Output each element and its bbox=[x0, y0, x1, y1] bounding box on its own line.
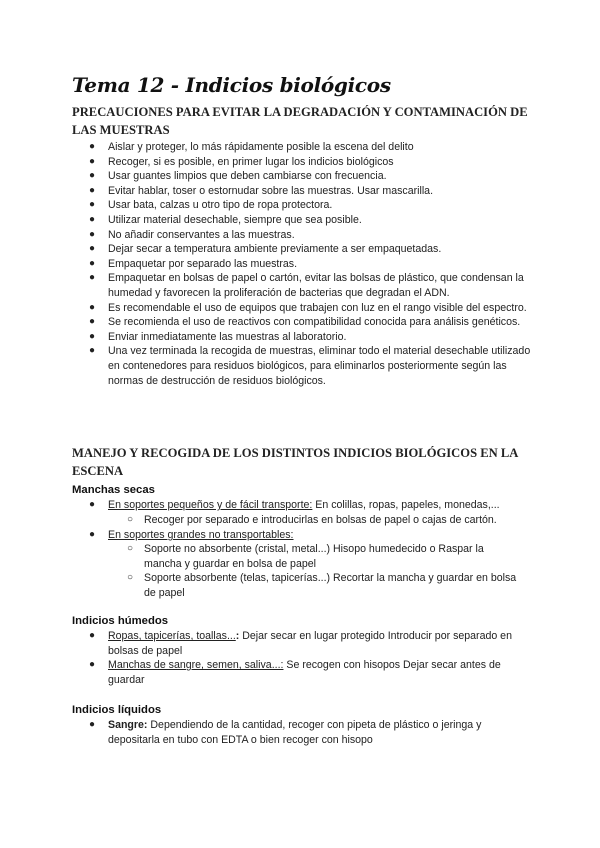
list-item: ● Usar bata, calzas u otro tipo de ropa protectora. bbox=[89, 199, 333, 212]
bullet-icon: ● bbox=[89, 330, 96, 342]
bullet-icon: ● bbox=[89, 345, 96, 357]
bullet-icon: ● bbox=[89, 316, 96, 328]
bullet-icon: ● bbox=[89, 170, 96, 182]
hollow-bullet-icon: ○ bbox=[127, 514, 134, 525]
bullet-icon: ● bbox=[89, 213, 96, 225]
list-item: ● En soportes pequeños y de fácil transporte: En colillas, ropas, papeles, monedas,... bbox=[89, 499, 500, 511]
section-heading-handling: MANEJO Y RECOGIDA DE LOS DISTINTOS INDICIOS BIOLÓGICOS EN LA ESCENA bbox=[72, 446, 518, 478]
list-item: ● Es recomendable el uso de equipos que trabajen con luz en el rango visible del espectro. bbox=[89, 301, 527, 314]
list-item: ● Empaquetar por separado las muestras. bbox=[89, 257, 298, 270]
hollow-bullet-icon: ○ bbox=[127, 543, 134, 554]
hollow-bullet-icon: ○ bbox=[127, 572, 134, 584]
list-item: ● Usar guantes limpios que deben cambiarse con frecuencia. bbox=[89, 170, 387, 183]
manchas-secas-list-2 bbox=[89, 528, 533, 543]
page-title: Tema 12 - Indicios biológicos bbox=[72, 73, 391, 97]
bullet-icon: ● bbox=[89, 155, 96, 167]
list-item: ● Una vez terminada la recogida de muestras, eliminar todo el material desechable utilizado en contenedores para residuos biológicos, para eliminarlos posteriormente según las normas de destrucción de residuos biológicos. bbox=[89, 345, 531, 387]
bullet-icon: ● bbox=[89, 630, 96, 641]
precautions-list bbox=[89, 140, 533, 388]
subheading-manchas-secas: Manchas secas bbox=[72, 484, 155, 496]
list-item: ● Empaquetar en bolsas de papel o cartón, evitar las bolsas de plástico, que condensan la humedad y favorecen la proliferación de bacterias que degradan el ADN. bbox=[89, 272, 524, 299]
subheading-indicios-humedos: Indicios húmedos bbox=[72, 615, 169, 627]
bullet-icon: ● bbox=[89, 141, 96, 152]
list-item: ● Aislar y proteger, lo más rápidamente posible la escena del delito bbox=[89, 141, 414, 153]
list-item: ● Recoger, si es posible, en primer lugar los indicios biológicos bbox=[89, 155, 394, 168]
bullet-icon: ● bbox=[89, 228, 96, 240]
manchas-secas-list bbox=[89, 498, 533, 513]
bullet-icon: ● bbox=[89, 243, 96, 255]
indicios-liquidos-list bbox=[89, 718, 533, 747]
bullet-icon: ● bbox=[89, 272, 96, 284]
bullet-icon: ● bbox=[89, 499, 96, 510]
list-item: ● Dejar secar a temperatura ambiente previamente a ser empaquetadas. bbox=[89, 243, 442, 256]
list-item: ● Ropas, tapicerías, toallas...: Dejar secar en lugar protegido Introducir por separado en bolsas de papel bbox=[89, 630, 512, 657]
subheading-indicios-liquidos: Indicios líquidos bbox=[72, 704, 162, 716]
list-item: ● Se recomienda el uso de reactivos con compatibilidad conocida para análisis genéticos. bbox=[89, 316, 521, 329]
bullet-icon: ● bbox=[89, 659, 96, 671]
section-heading-precautions: PRECAUCIONES PARA EVITAR LA DEGRADACIÓN Y CONTAMINACIÓN DE LAS MUESTRAS bbox=[72, 105, 528, 137]
list-item: ● En soportes grandes no transportables: bbox=[89, 529, 294, 541]
bullet-icon: ● bbox=[89, 257, 96, 269]
manchas-secas-sublist-1 bbox=[127, 513, 534, 528]
list-item: ○ Soporte absorbente (telas, tapicerías...) Recortar la mancha y guardar en bolsa de papel bbox=[127, 572, 517, 599]
list-item: ● Evitar hablar, toser o estornudar sobre las muestras. Usar mascarilla. bbox=[89, 184, 434, 197]
manchas-secas-sublist-2 bbox=[127, 542, 524, 600]
list-item: ● Sangre: Dependiendo de la cantidad, recoger con pipeta de plástico o jeringa y depositarla en tubo con EDTA o bien recoger con hisopo bbox=[89, 719, 482, 746]
list-item: ● Utilizar material desechable, siempre que sea posible. bbox=[89, 213, 362, 226]
list-item: ● No añadir conservantes a las muestras. bbox=[89, 228, 295, 241]
indicios-humedos-list bbox=[89, 629, 533, 687]
bullet-icon: ● bbox=[89, 199, 96, 211]
list-item: ○ Soporte no absorbente (cristal, metal...) Hisopo humedecido o Raspar la mancha y guardar en bolsa de papel bbox=[127, 543, 484, 570]
bullet-icon: ● bbox=[89, 529, 96, 540]
bullet-icon: ● bbox=[89, 719, 96, 730]
bullet-icon: ● bbox=[89, 301, 96, 313]
list-item: ○ Recoger por separado e introducirlas en bolsas de papel o cajas de cartón. bbox=[127, 514, 497, 526]
list-item: ● Enviar inmediatamente las muestras al laboratorio. bbox=[89, 330, 347, 343]
bullet-icon: ● bbox=[89, 184, 96, 196]
list-item: ● Manchas de sangre, semen, saliva...: Se recogen con hisopos Dejar secar antes de guardar bbox=[89, 659, 501, 686]
